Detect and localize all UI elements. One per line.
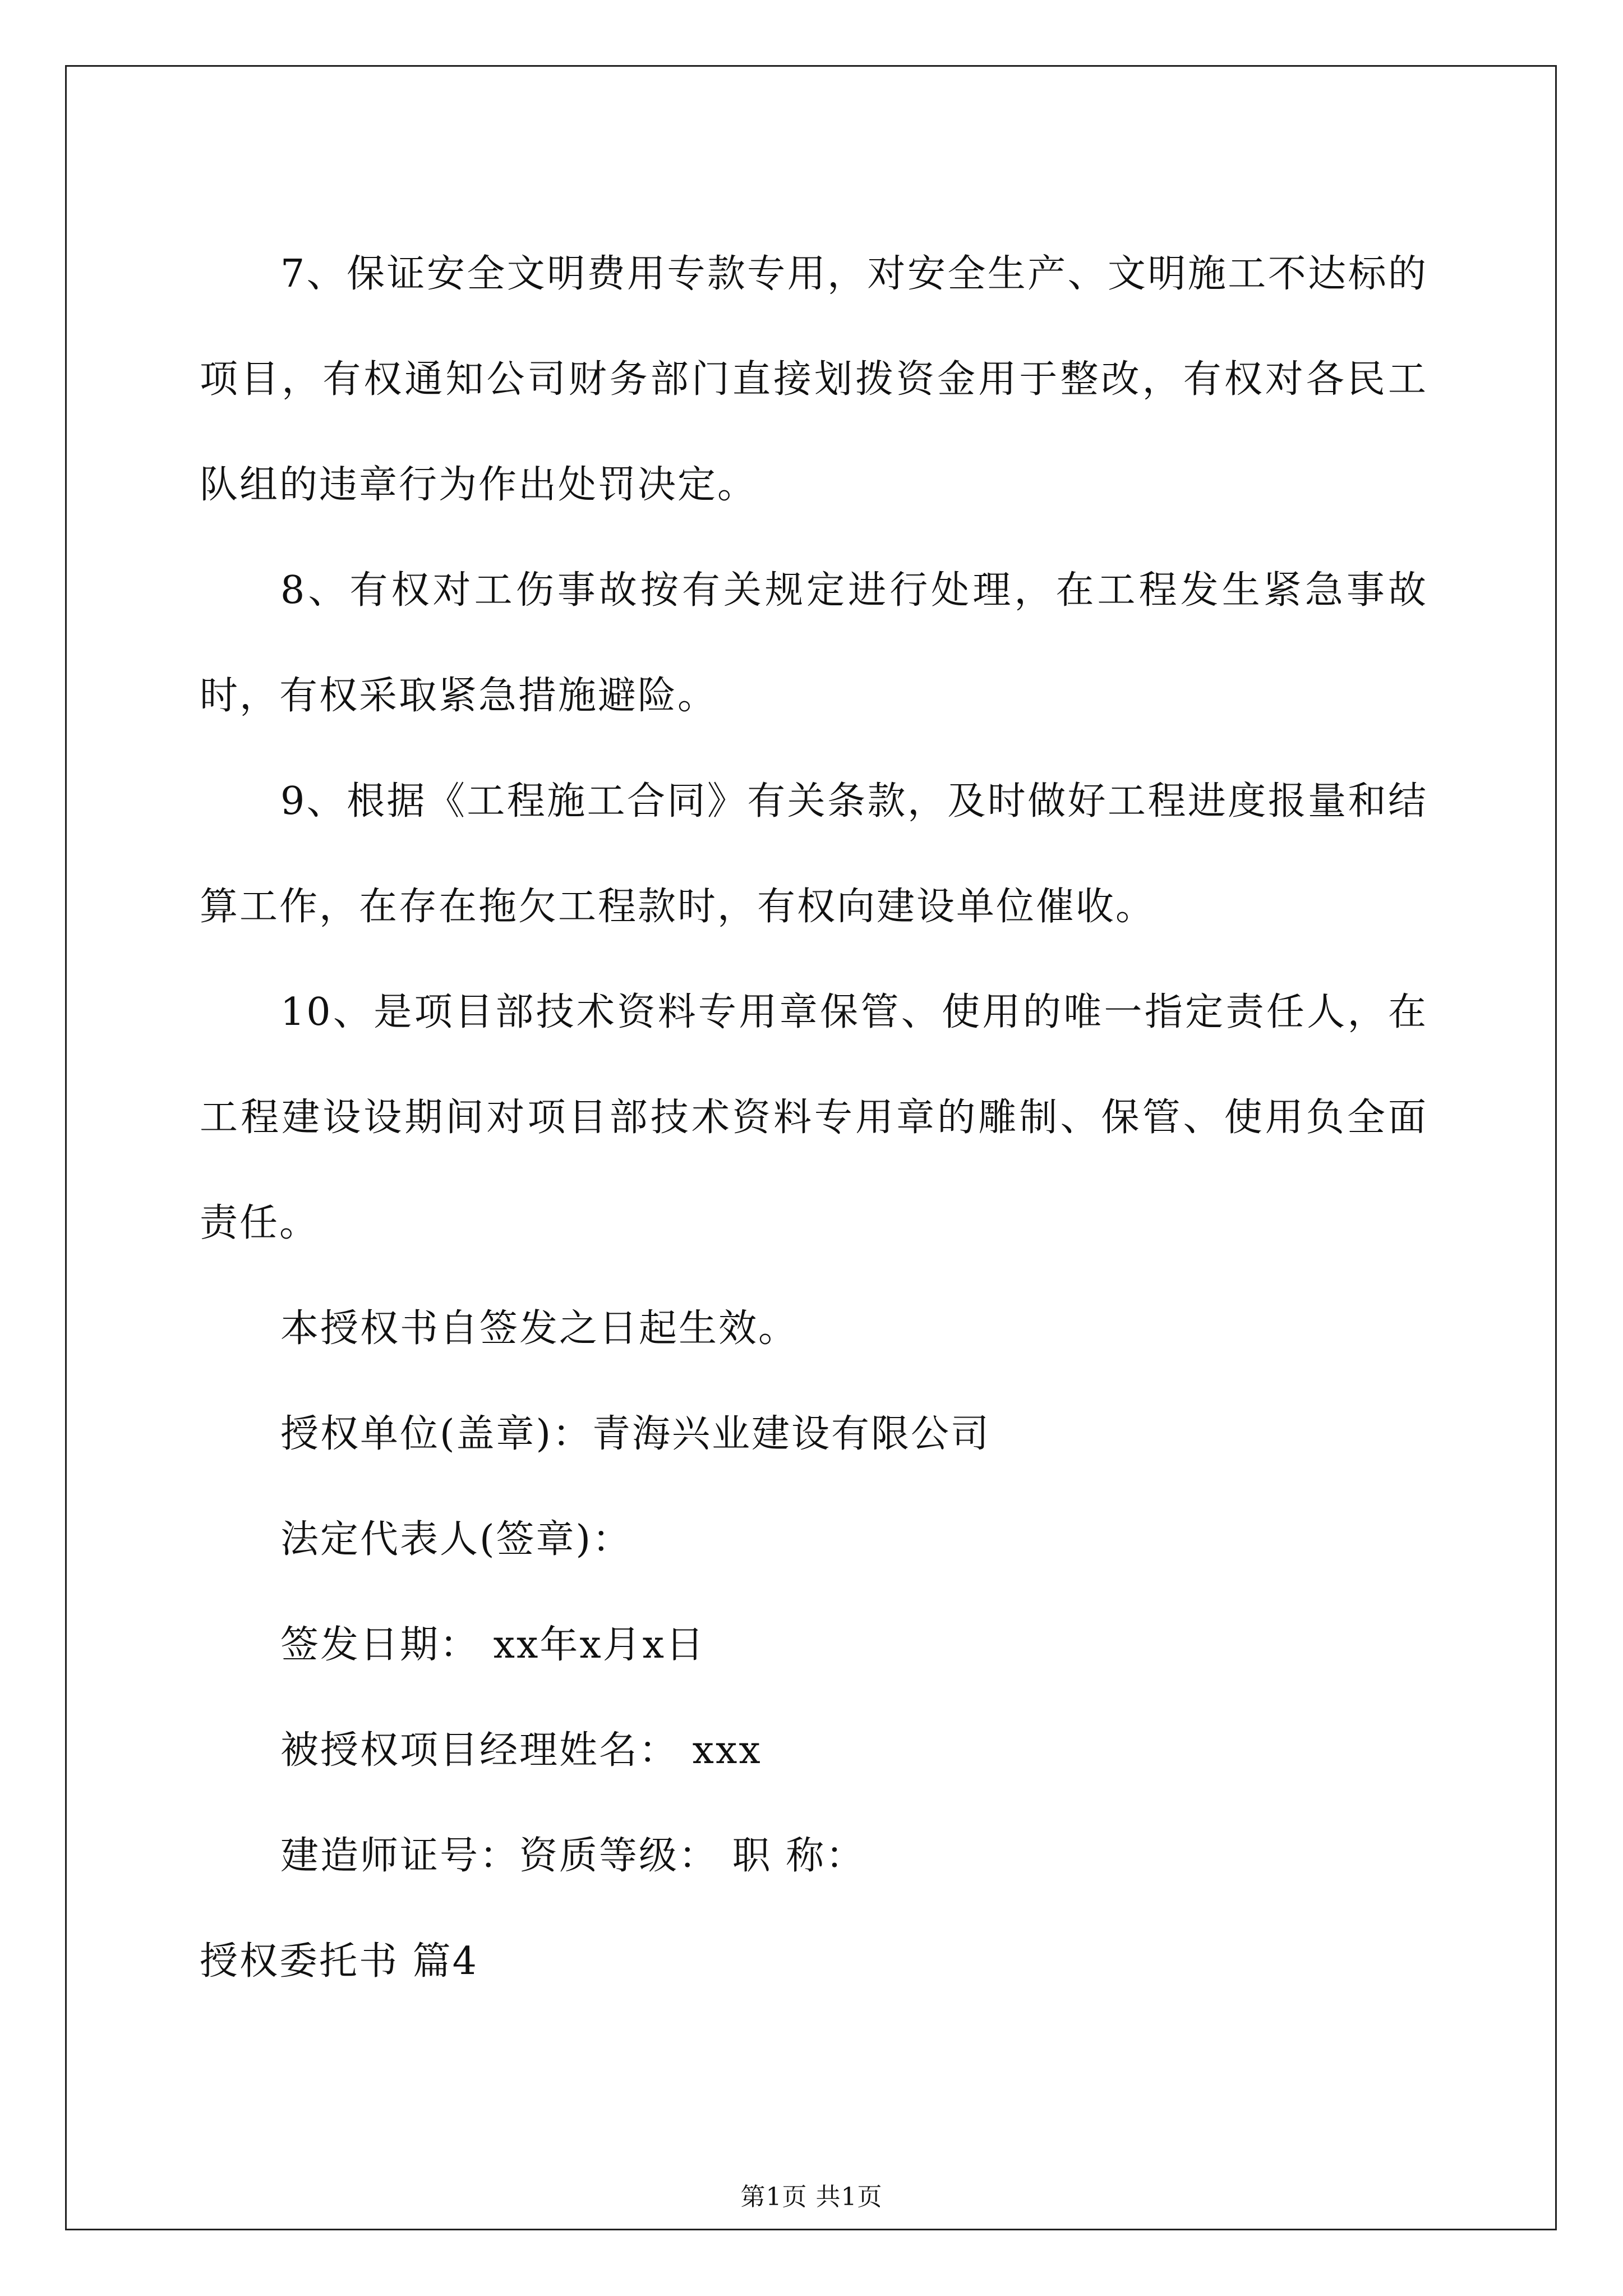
paragraph-item-10: 10、是项目部技术资料专用章保管、使用的唯一指定责任人，在工程建设设期间对项目部技术资料专用章的雕制、保管、使用负全面责任。 <box>200 990 1428 1245</box>
paragraph-item-8: 8、有权对工伤事故按有关规定进行处理，在工程发生紧急事故时，有权采取紧急措施避险。 <box>200 568 1428 718</box>
section-heading: 授权委托书 篇4 <box>200 1939 478 1984</box>
authorizing-unit: 授权单位(盖章)：青海兴业建设有限公司 <box>280 1412 991 1456</box>
certificate-line: 建造师证号：资质等级： 职 称： <box>280 1834 866 1878</box>
manager-name: 被授权项目经理姓名： xxx <box>280 1728 762 1773</box>
issue-date: 签发日期： xx年x月x日 <box>280 1623 706 1667</box>
paragraph-item-9: 9、根据《工程施工合同》有关条款，及时做好工程进度报量和结算工作，在存在拖欠工程款时，有权向建设单位催收。 <box>200 779 1428 929</box>
effective-statement: 本授权书自签发之日起生效。 <box>280 1306 799 1351</box>
document-body <box>200 222 1428 2014</box>
page-footer: 第1页 共1页 <box>740 2183 883 2211</box>
legal-representative: 法定代表人(签章)： <box>280 1517 633 1562</box>
paragraph-item-7: 7、保证安全文明费用专款专用，对安全生产、文明施工不达标的项目，有权通知公司财务部门直接划拨资金用于整改，有权对各民工队组的违章行为作出处罚决定。 <box>200 252 1428 507</box>
